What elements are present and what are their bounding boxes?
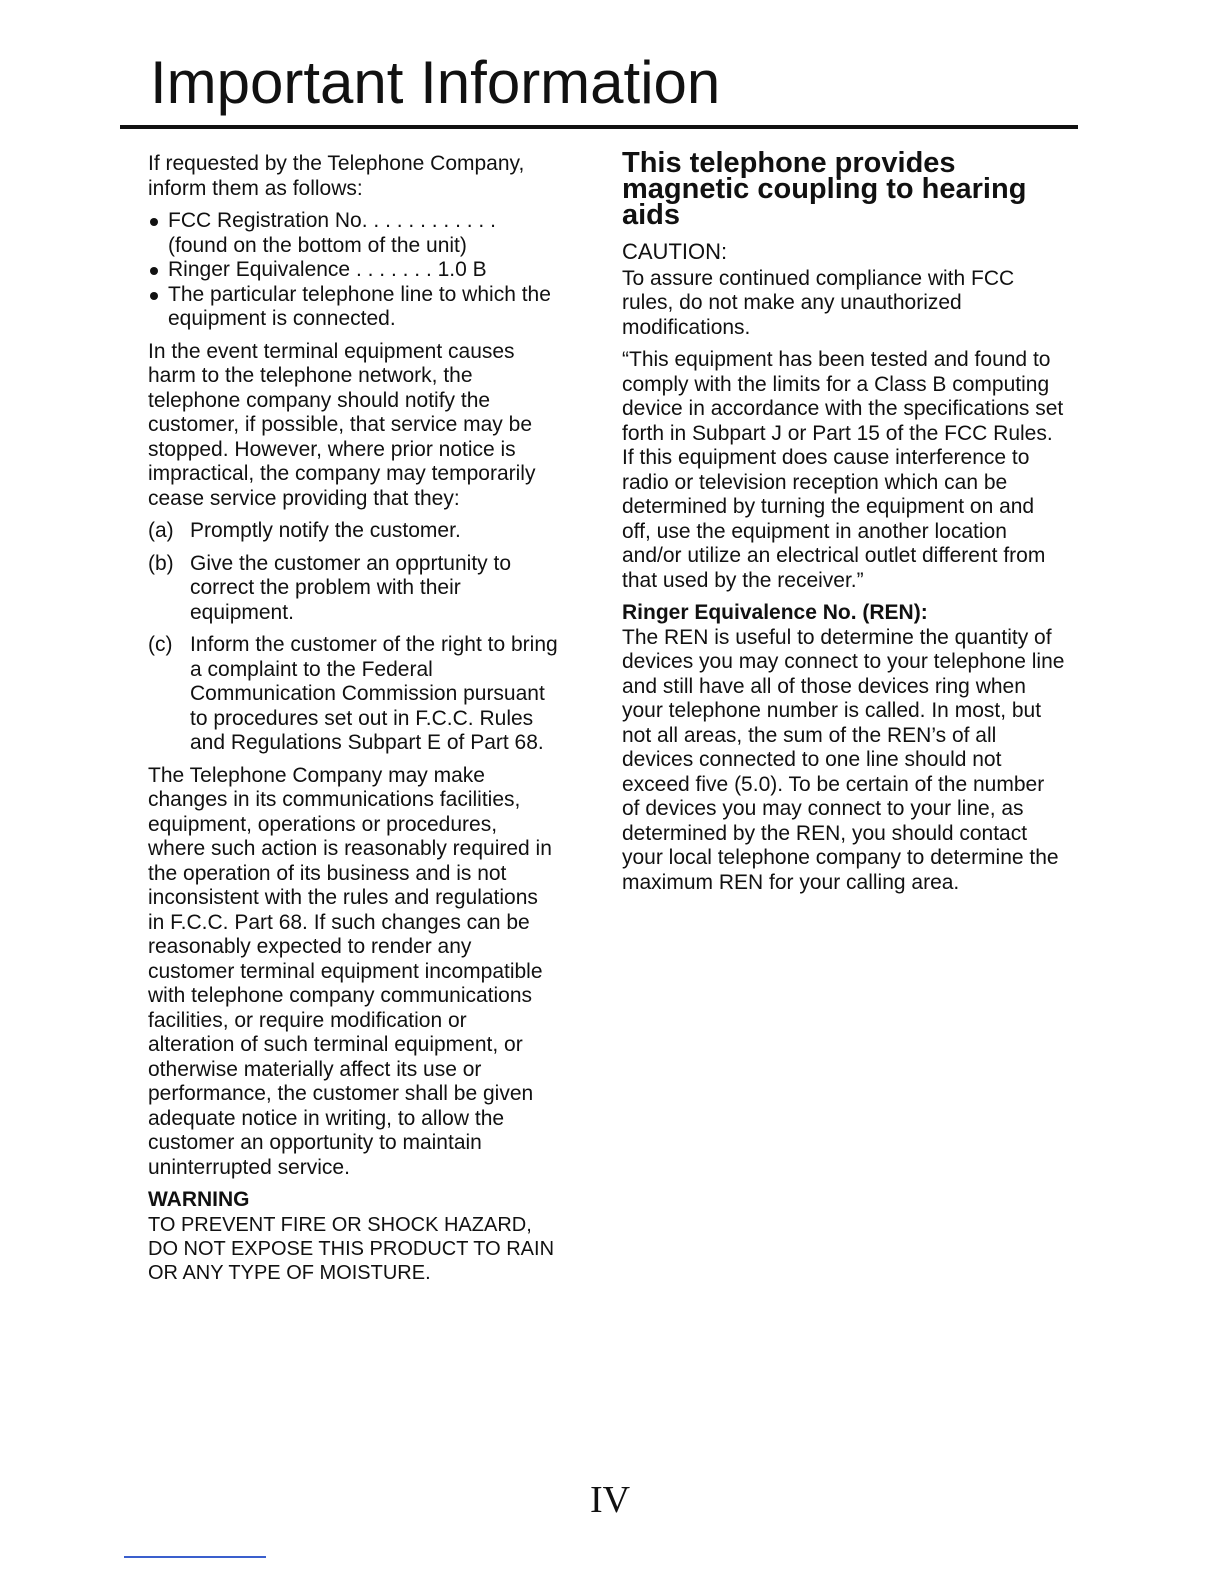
left-column: [148, 152, 558, 1293]
event-paragraph: In the event terminal equipment causes harm to the telephone network, the telephone company should notify the customer, if possible, that service may be stopped. However, where prior notice is impractical, the company may temporarily cease service providing that they:: [148, 339, 536, 510]
bullet-item-found-note: (found on the bottom of the unit): [168, 233, 467, 257]
item-letter: (c): [148, 633, 173, 656]
caution-text: To assure continued compliance with FCC rules, do not make any unauthorized modifications.: [622, 266, 1015, 339]
item-letter: (a): [148, 519, 174, 542]
right-column: [622, 147, 1067, 903]
fcc-quote-paragraph: “This equipment has been tested and found to comply with the limits for a Class B computing device in accordance with the specifications set forth in Subpart J or Part 15 of the FCC Rules. If this equipment does cause interference to radio or television reception which can be determined by turning the equipment on and off, use the equipment in another location and/or utilize an electrical outlet different from that used by the receiver.”: [622, 348, 1064, 592]
section-title: This telephone provides magnetic coupling to hearing aids: [622, 147, 1027, 231]
bullet-item-ringer-equivalence: Ringer Equivalence . . . . . . . 1.0 B: [148, 258, 558, 283]
changes-paragraph: The Telephone Company may make changes in its communications facilities, equipment, operations or procedures, where such action is reasonably required in the operation of its business and is not inconsistent with the rules and regulations in F.C.C. Part 68. If such changes can be reasonably expected to render any customer terminal equipment incompatible with telephone company communications facilities, or require modification or alteration of such terminal equipment, or otherwise materially affect its use or performance, the customer shall be given adequate notice in writing, to allow the customer an opportunity to maintain uninterrupted service.: [148, 763, 552, 1179]
list-item: [148, 552, 558, 626]
warning-heading: WARNING: [148, 1188, 250, 1211]
list-item: [148, 633, 558, 756]
bullet-item-fcc-registration: FCC Registration No. . . . . . . . . . . .: [148, 209, 558, 234]
page-title: Important Information: [150, 49, 721, 116]
intro-paragraph: If requested by the Telephone Company, inform them as follows:: [148, 152, 525, 200]
bottom-divider: [124, 1556, 266, 1558]
item-text: Promptly notify the customer.: [190, 519, 461, 542]
caution-heading: CAUTION:: [622, 239, 728, 264]
ren-heading: Ringer Equivalence No. (REN):: [622, 601, 928, 624]
warning-text: TO PREVENT FIRE OR SHOCK HAZARD, DO NOT EXPOSE THIS PRODUCT TO RAIN OR ANY TYPE OF MOISTURE.: [148, 1213, 555, 1284]
item-letter: (b): [148, 551, 174, 575]
page-number: IV: [590, 1479, 631, 1521]
item-text: Give the customer an opprtunity to correct the problem with their equipment.: [190, 551, 511, 624]
lettered-list: [148, 519, 558, 756]
bullet-item-telephone-line: The particular telephone line to which the equipment is connected.: [148, 283, 558, 332]
ren-paragraph: The REN is useful to determine the quantity of devices you may connect to your telephone line and still have all of those devices ring when your telephone number is called. In most, but not all areas, the sum of the REN’s of all devices connected to one line should not exceed five (5.0). To be certain of the number of devices you may connect to your line, as determined by the REN, you should contact your local telephone company to determine the maximum REN for your calling area.: [622, 625, 1065, 894]
item-text: Inform the customer of the right to bring a complaint to the Federal Communication Commission pursuant to procedures set out in F.C.C. Rules and Regulations Subpart E of Part 68.: [190, 633, 558, 754]
list-item: [148, 519, 558, 544]
title-divider: [120, 125, 1078, 129]
info-bullet-list: [148, 209, 558, 332]
